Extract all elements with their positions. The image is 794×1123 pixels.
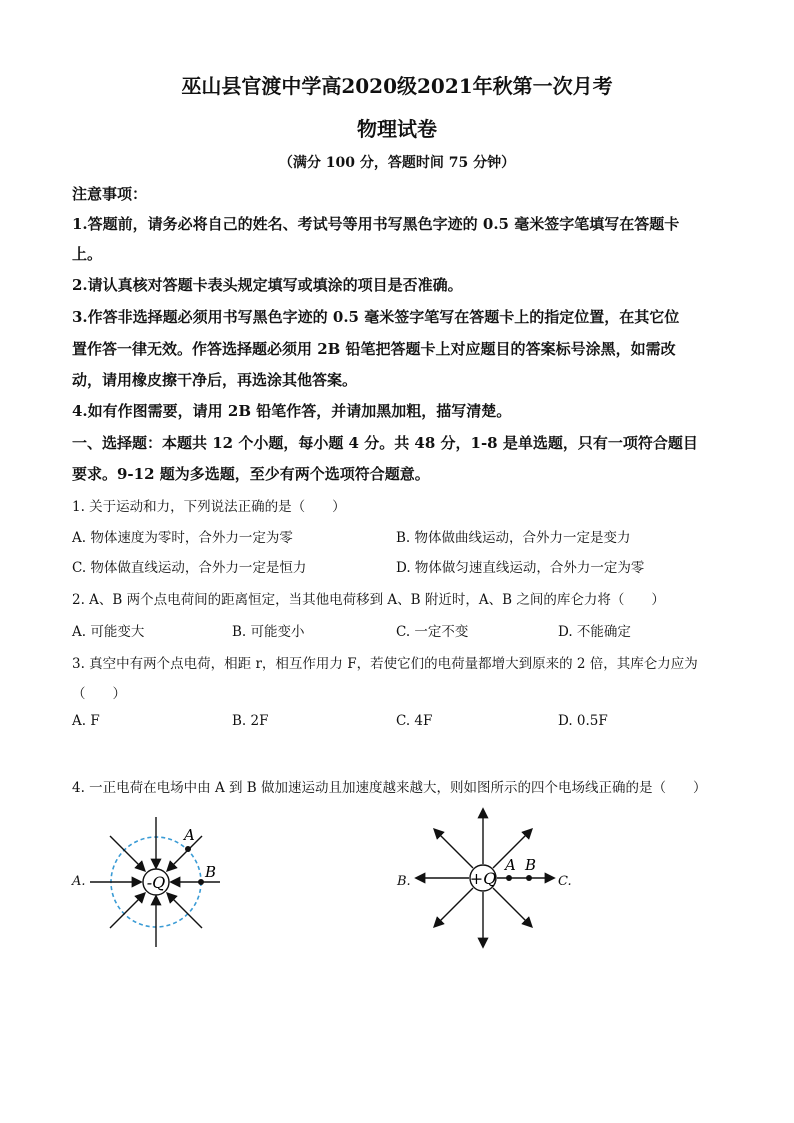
note-line: 3.作答非选择题必须用书写黑色字迹的 0.5 毫米签字笔写在答题卡上的指定位置，在其它位: [72, 308, 680, 326]
figure-c-option: C.: [558, 874, 572, 889]
question-3-stem: 3. 真空中有两个点电荷，相距 r，相互作用力 F，若使它们的电荷量都增大到原来的 2 倍，其库仑力应为: [72, 656, 698, 672]
q3-option-d: D. 0.5F: [558, 713, 608, 729]
point-b-dot: [526, 875, 532, 881]
exam-subtitle: 物理试卷: [357, 117, 437, 141]
figure-b-option: B.: [397, 874, 411, 889]
field-figure-a: [60, 812, 260, 952]
q1-option-d: D. 物体做匀速直线运动，合外力一定为零: [396, 560, 645, 576]
q3-option-a: A. F: [72, 713, 100, 729]
point-b-label: B: [525, 856, 537, 874]
section-line: 一、选择题：本题共 12 个小题，每小题 4 分。共 48 分，1-8 是单选题，只有一项符合题目: [72, 434, 698, 452]
point-b-dot: [198, 879, 204, 885]
question-3-stem-cont: （ ）: [72, 686, 126, 702]
q3-option-c: C. 4F: [396, 713, 433, 729]
q3-option-b: B. 2F: [232, 713, 269, 729]
note-line: 动，请用橡皮擦干净后，再选涂其他答案。: [72, 371, 358, 389]
charge-label-bc: +Q: [469, 869, 497, 888]
point-a-dot: [506, 875, 512, 881]
note-line: 4.如有作图需要，请用 2B 铅笔作答，并请加黑加粗，描写清楚。: [72, 402, 512, 420]
q2-option-a: A. 可能变大: [72, 624, 145, 640]
note-line: 1.答题前，请务必将自己的姓名、考试号等用书写黑色字迹的 0.5 毫米签字笔填写在答题卡: [72, 215, 680, 233]
field-figure-bc: [405, 804, 565, 954]
note-line: 置作答一律无效。作答选择题必须用 2B 铅笔把答题卡上对应题目的答案标号涂黑，如需改: [72, 340, 676, 358]
charge-label-a: -Q: [146, 873, 166, 892]
question-1-stem: 1. 关于运动和力，下列说法正确的是（ ）: [72, 499, 346, 515]
note-line: 2.请认真核对答题卡表头规定填写或填涂的项目是否准确。: [72, 276, 463, 294]
point-a-label: A: [184, 826, 195, 844]
q1-option-c: C. 物体做直线运动，合外力一定是恒力: [72, 560, 307, 576]
question-4-stem: 4. 一正电荷在电场中由 A 到 B 做加速运动且加速度越来越大，则如图所示的四个电场线正确的是（ ）: [72, 780, 707, 796]
point-a-dot: [185, 846, 191, 852]
exam-title: 巫山县官渡中学高2020级2021年秋第一次月考: [181, 74, 613, 98]
q2-option-c: C. 一定不变: [396, 624, 469, 640]
q1-option-b: B. 物体做曲线运动，合外力一定是变力: [396, 530, 631, 546]
q2-option-d: D. 不能确定: [558, 624, 631, 640]
notes-heading: 注意事项：: [72, 185, 148, 203]
figure-a-option: A.: [72, 874, 86, 889]
question-2-stem: 2. A、B 两个点电荷间的距离恒定，当其他电荷移到 A、B 附近时，A、B 之间的库仑力将（ ）: [72, 592, 665, 608]
q1-option-a: A. 物体速度为零时，合外力一定为零: [72, 530, 293, 546]
point-b-label: B: [205, 863, 217, 881]
q2-option-b: B. 可能变小: [232, 624, 305, 640]
exam-meta: （满分 100 分，答题时间 75 分钟）: [278, 155, 516, 171]
section-line: 要求。9-12 题为多选题，至少有两个选项符合题意。: [72, 465, 430, 483]
note-line: 上。: [72, 245, 103, 263]
point-a-label: A: [505, 856, 516, 874]
